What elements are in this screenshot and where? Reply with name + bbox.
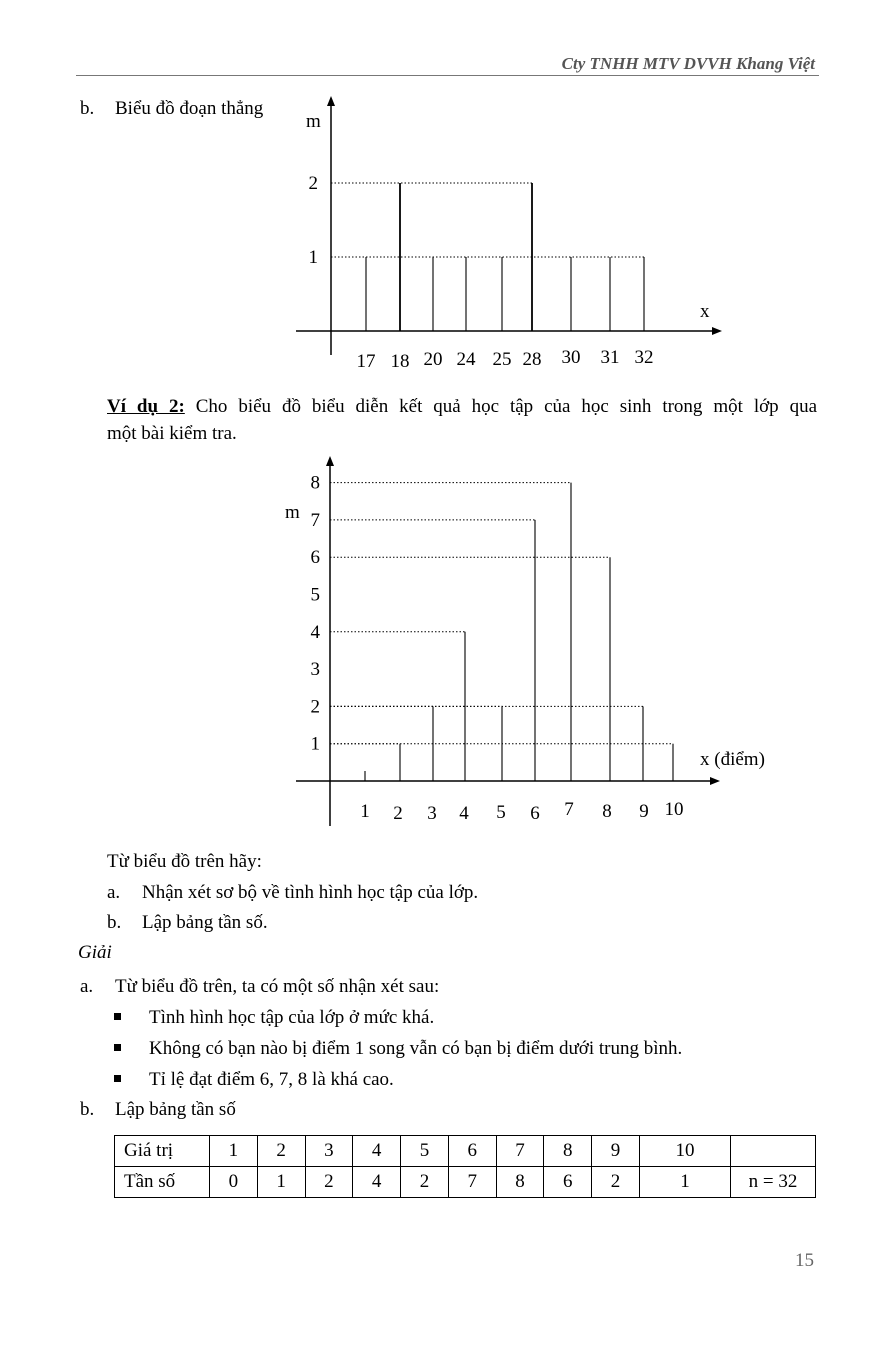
x-tick-label: 25 — [492, 349, 512, 370]
x-axis-label: x (điểm) — [700, 749, 765, 770]
chart2-labels — [285, 473, 765, 824]
y-tick-label: 7 — [310, 509, 320, 531]
y-tick-label: 3 — [310, 659, 320, 681]
table-cell: 7 — [448, 1167, 496, 1198]
x-tick-label: 18 — [390, 351, 410, 372]
table-cell: 4 — [353, 1136, 401, 1167]
table-cell: 10 — [639, 1136, 730, 1167]
x-axis-arrow-icon — [710, 777, 720, 785]
x-tick-label: 6 — [530, 803, 540, 824]
example2-label: Ví dụ 2: — [107, 396, 185, 417]
x-tick-label: 10 — [664, 799, 684, 820]
segment-chart-2 — [0, 440, 896, 840]
y-tick-label: 2 — [310, 696, 320, 718]
x-tick-label: 7 — [564, 799, 574, 820]
table-cell: 1 — [210, 1136, 258, 1167]
table-cell: 2 — [257, 1136, 305, 1167]
y-tick-label: 1 — [308, 247, 318, 268]
y-tick-label: 6 — [310, 547, 320, 569]
table-cell: 2 — [592, 1167, 640, 1198]
solution-bullet-3: Tỉ lệ đạt điểm 6, 7, 8 là khá cao. — [149, 1069, 394, 1090]
task-b-marker: b. — [107, 912, 122, 933]
header-company: Cty TNHH MTV DVVH Khang Việt — [561, 54, 815, 73]
x-tick-label: 20 — [423, 349, 443, 370]
solution-a-text: Từ biểu đồ trên, ta có một số nhận xét sau: — [115, 976, 440, 997]
x-tick-label: 28 — [522, 349, 542, 370]
chart1-labels — [306, 111, 710, 372]
table-cell: 2 — [401, 1167, 449, 1198]
solution-bullet-2: Không có bạn nào bị điểm 1 song vẫn có bạn bị điểm dưới trung bình. — [149, 1038, 683, 1059]
y-axis-label: m — [306, 111, 321, 132]
x-tick-label: 9 — [639, 801, 649, 822]
solution-b-marker: b. — [80, 1099, 95, 1120]
table-cell: 8 — [496, 1167, 544, 1198]
y-tick-label: 2 — [308, 173, 318, 194]
table-cell: 5 — [401, 1136, 449, 1167]
table-cell: 3 — [305, 1136, 353, 1167]
x-tick-label: 1 — [360, 801, 370, 822]
y-axis-arrow-icon — [326, 456, 334, 466]
frequency-table — [114, 1135, 816, 1198]
solution-a-marker: a. — [80, 976, 94, 997]
x-axis-arrow-icon — [712, 327, 722, 335]
solution-bullet-1: Tình hình học tập của lớp ở mức khá. — [149, 1007, 435, 1028]
table-cell: 6 — [448, 1136, 496, 1167]
table-cell: 9 — [592, 1136, 640, 1167]
table-cell: 8 — [544, 1136, 592, 1167]
y-tick-label: 4 — [310, 621, 320, 643]
y-tick-label: 1 — [310, 733, 320, 755]
chart2-guides — [330, 483, 673, 744]
table-row-values — [115, 1136, 816, 1167]
table-cell-empty — [731, 1136, 816, 1167]
section-b1-title: Biểu đồ đoạn thẳng — [115, 98, 264, 119]
x-tick-label: 4 — [459, 803, 469, 824]
table-cell: 7 — [496, 1136, 544, 1167]
table-row-frequencies — [115, 1167, 816, 1198]
chart1-axes — [296, 96, 722, 355]
table-head-frequencies: Tần số — [115, 1167, 210, 1198]
chart1-marks — [366, 183, 644, 331]
bullet-square-icon — [114, 1075, 121, 1082]
segment-chart-1 — [0, 0, 896, 380]
table-cell: 1 — [257, 1167, 305, 1198]
table-cell: 0 — [210, 1167, 258, 1198]
x-axis-label: x — [700, 301, 710, 322]
y-axis-label: m — [285, 502, 300, 523]
table-cell: 4 — [353, 1167, 401, 1198]
y-tick-label: 5 — [310, 584, 320, 606]
x-tick-label: 2 — [393, 803, 403, 824]
table-cell: 1 — [639, 1167, 730, 1198]
y-axis-arrow-icon — [327, 96, 335, 106]
table-cell: 2 — [305, 1167, 353, 1198]
bullet-square-icon — [114, 1013, 121, 1020]
chart2-axes — [296, 456, 720, 826]
table-head-values: Giá trị — [115, 1136, 210, 1167]
task-b-text: Lập bảng tần số. — [142, 912, 268, 933]
chart1-guides — [331, 183, 644, 257]
bullet-square-icon — [114, 1044, 121, 1051]
example2-text1: Cho biểu đồ biểu diễn kết quả học tập của học sinh trong một lớp qua — [195, 396, 818, 417]
section-b1-marker: b. — [80, 98, 95, 119]
x-tick-label: 3 — [427, 803, 437, 824]
x-tick-label: 17 — [356, 351, 376, 372]
x-tick-label: 31 — [600, 347, 620, 368]
page-number: 15 — [795, 1250, 814, 1271]
x-tick-label: 5 — [496, 802, 506, 823]
x-tick-label: 30 — [561, 347, 581, 368]
task-a-text: Nhận xét sơ bộ về tình hình học tập của lớp. — [142, 882, 479, 903]
x-tick-label: 32 — [634, 347, 654, 368]
y-tick-label: 8 — [310, 472, 320, 494]
x-tick-label: 8 — [602, 801, 612, 822]
solution-b-text: Lập bảng tần số — [115, 1099, 236, 1120]
table-cell: 6 — [544, 1167, 592, 1198]
example2-line2: một bài kiểm tra. — [107, 423, 237, 444]
x-tick-label: 24 — [456, 349, 476, 370]
solution-label: Giải — [78, 942, 112, 963]
example2-line1 — [107, 396, 817, 418]
task-a-marker: a. — [107, 882, 121, 903]
table-cell-total: n = 32 — [731, 1167, 816, 1198]
tasks-intro: Từ biểu đồ trên hãy: — [107, 851, 262, 872]
